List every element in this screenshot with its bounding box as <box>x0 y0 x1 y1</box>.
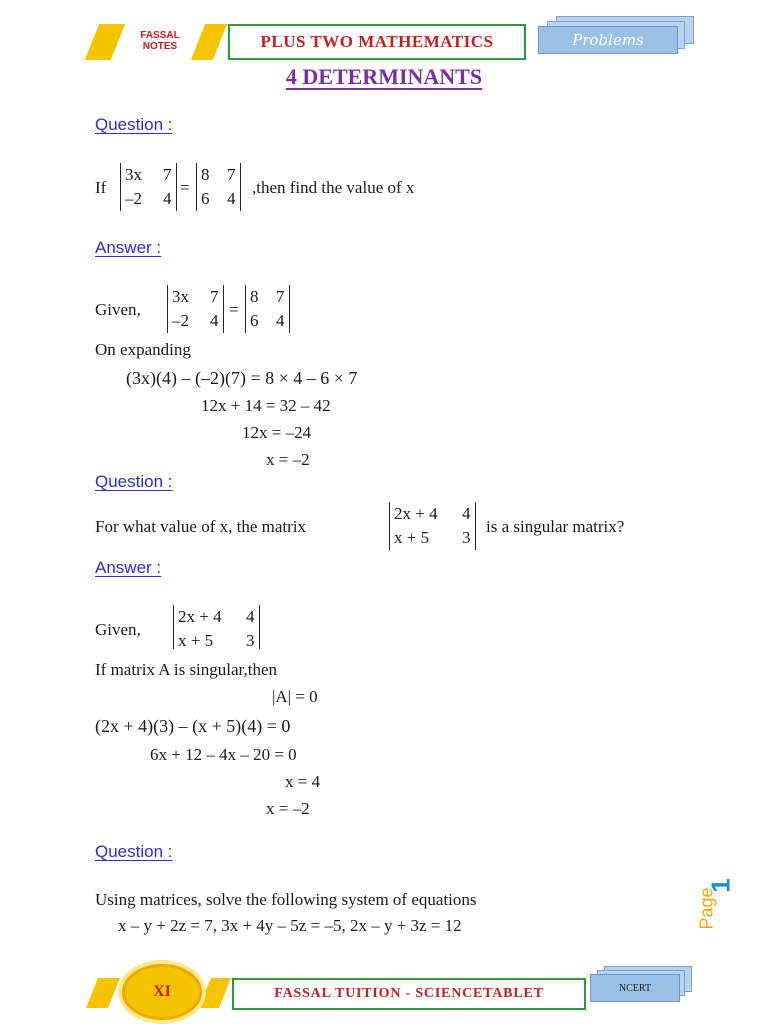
page-number: 1 <box>705 878 736 893</box>
det-cell: 4 <box>462 504 471 523</box>
a1-given: Given, <box>95 300 141 319</box>
det-cell: 6 <box>201 189 210 208</box>
det-cell: 4 <box>227 189 236 208</box>
page-number-label <box>692 870 752 940</box>
det-cell: 4 <box>246 607 255 626</box>
footer-yellow-stripe-left <box>86 978 120 1008</box>
footer-tag-label: NCERT <box>618 982 652 994</box>
det-cell: 2x + 4 <box>178 607 222 626</box>
det-cell: 4 <box>210 311 219 330</box>
a1-step-2: 12x + 14 = 32 – 42 <box>201 396 331 415</box>
header-yellow-stripe-left <box>85 24 126 60</box>
brand-line-2: NOTES <box>142 41 178 52</box>
q1-equals: = <box>180 178 190 197</box>
header-yellow-stripe-right <box>191 24 228 60</box>
det-cell: 4 <box>276 311 285 330</box>
det-cell: 4 <box>163 189 172 208</box>
header-tag <box>538 26 678 54</box>
det-cell: 7 <box>163 165 172 184</box>
footer-title-box <box>232 978 586 1010</box>
brand-logo <box>130 30 190 52</box>
a1-equals: = <box>229 300 239 319</box>
det-cell: 8 <box>250 287 259 306</box>
q2-matrix <box>389 502 476 550</box>
det-cell: 3x <box>172 287 189 306</box>
q1-suffix: ,then find the value of x <box>252 178 415 197</box>
class-badge <box>122 964 202 1020</box>
question-heading: Question : <box>95 842 173 861</box>
a2-step-1: |A| = 0 <box>272 687 318 706</box>
det-cell: 7 <box>227 165 236 184</box>
det-cell: 8 <box>201 165 210 184</box>
answer-heading: Answer : <box>95 558 162 577</box>
question-heading: Question : <box>95 472 173 491</box>
q1-prefix: If <box>95 178 107 197</box>
footer-tag <box>590 974 680 1002</box>
q3-equations: x – y + 2z = 7, 3x + 4y – 5z = –5, 2x – y + 3z = 12 <box>118 916 462 935</box>
answer-heading: Answer : <box>95 238 162 257</box>
footer-title: FASSAL TUITION - SCIENCETABLET <box>274 986 544 1001</box>
det-cell: 7 <box>210 287 219 306</box>
a1-step-4: x = –2 <box>266 450 310 469</box>
det-cell: –2 <box>172 311 189 330</box>
a2-step-2: (2x + 4)(3) – (x + 5)(4) = 0 <box>95 716 291 736</box>
chapter-title-text: 4 DETERMINANTS <box>285 64 483 89</box>
chapter-title <box>0 64 768 90</box>
a1-determinant-rhs <box>245 285 290 333</box>
header-title-box <box>228 24 526 60</box>
det-cell: 3 <box>246 631 255 649</box>
a2-step-5: x = –2 <box>266 799 310 818</box>
brand-line-1: FASSAL <box>140 30 180 41</box>
a2-condition: If matrix A is singular,then <box>95 660 278 679</box>
a1-expanding-label: On expanding <box>95 340 191 359</box>
a2-step-4: x = 4 <box>285 772 321 791</box>
det-cell: x + 5 <box>178 631 214 649</box>
q3-text: Using matrices, solve the following system of equations <box>95 890 477 909</box>
header-title: PLUS TWO MATHEMATICS <box>260 32 494 51</box>
a2-matrix <box>173 605 260 649</box>
det-cell: x + 5 <box>394 528 430 547</box>
header-tag-label: Problems <box>572 31 644 49</box>
q1-determinant-lhs <box>120 163 177 211</box>
a2-given: Given, <box>95 620 141 639</box>
class-badge-label: XI <box>153 983 171 1000</box>
det-cell: –2 <box>125 189 142 208</box>
q2-prefix: For what value of x, the matrix <box>95 517 307 536</box>
q1-determinant-rhs <box>196 163 241 211</box>
det-cell: 3x <box>125 165 142 184</box>
det-cell: 3 <box>462 528 471 547</box>
footer-yellow-stripe-right <box>199 978 231 1008</box>
q2-suffix: is a singular matrix? <box>486 517 625 536</box>
a1-step-3: 12x = –24 <box>242 423 312 442</box>
page-word: Page <box>696 887 717 930</box>
det-cell: 2x + 4 <box>394 504 438 523</box>
det-cell: 6 <box>250 311 259 330</box>
det-cell: 7 <box>276 287 285 306</box>
a1-determinant-lhs <box>167 285 224 333</box>
a2-step-3: 6x + 12 – 4x – 20 = 0 <box>150 745 297 764</box>
a1-step-1: (3x)(4) – (–2)(7) = 8 × 4 – 6 × 7 <box>126 368 358 388</box>
question-heading: Question : <box>95 115 173 134</box>
